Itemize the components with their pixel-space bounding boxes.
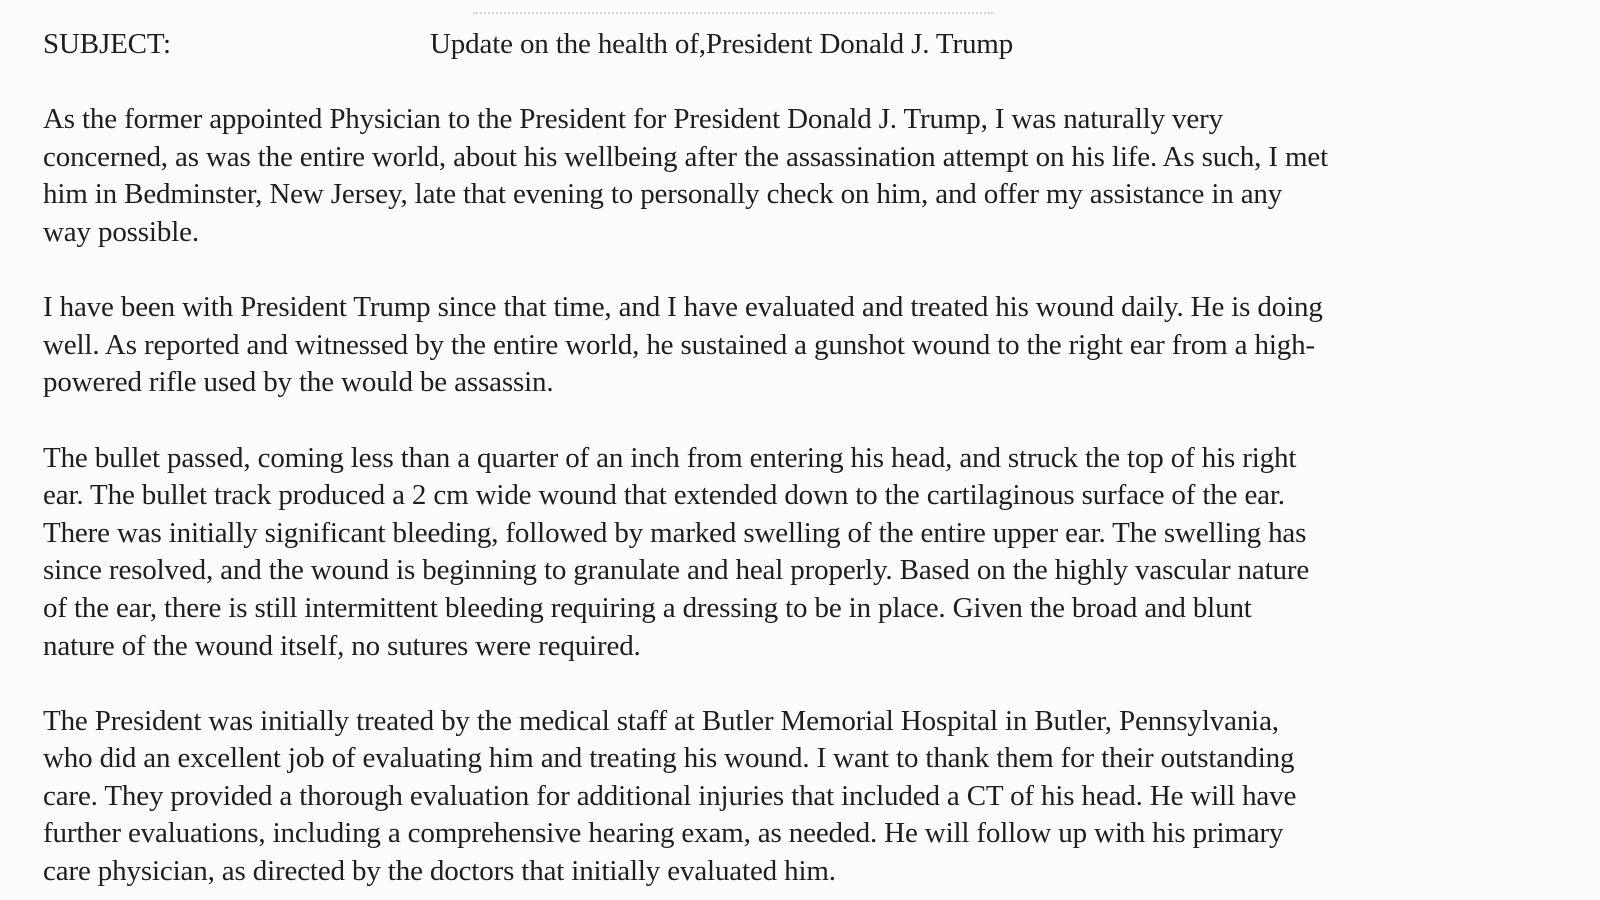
text-line: well. As reported and witnessed by the entire world, he sustained a gunshot wound to the right ear from a high- xyxy=(43,328,1315,361)
paragraph-3 xyxy=(43,440,1583,666)
text-line: concerned, as was the entire world, about his wellbeing after the assassination attempt on his life. As such, I met xyxy=(43,140,1328,173)
text-line: The bullet passed, coming less than a quarter of an inch from entering his head, and struck the top of his right xyxy=(43,441,1297,474)
text-line: since resolved, and the wound is beginning to granulate and heal properly. Based on the highly vascular nature xyxy=(43,554,1310,587)
paragraph-1 xyxy=(43,101,1583,251)
text-line: There was initially significant bleeding, followed by marked swelling of the entire upper ear. The swelling has xyxy=(43,516,1307,549)
text-line: nature of the wound itself, no sutures were required. xyxy=(43,629,641,662)
text-line: who did an excellent job of evaluating him and treating his wound. I want to thank them for their outstanding xyxy=(43,742,1295,775)
text-line: I have been with President Trump since that time, and I have evaluated and treated his wound daily. He is doing xyxy=(43,291,1323,324)
memo-document xyxy=(43,26,1583,891)
text-line: powered rifle used by the would be assassin. xyxy=(43,366,554,399)
text-line: care. They provided a thorough evaluation for additional injuries that included a CT of his head. He will have xyxy=(43,779,1297,812)
paragraph-4 xyxy=(43,703,1583,891)
subject-line xyxy=(43,26,1583,64)
text-line: him in Bedminster, New Jersey, late that evening to personally check on him, and offer my assistance in any xyxy=(43,178,1283,211)
subject-value: Update on the health of,President Donald J. Trump xyxy=(430,28,1014,60)
text-line: further evaluations, including a comprehensive hearing exam, as needed. He will follow up with his primary xyxy=(43,817,1284,850)
text-line: of the ear, there is still intermittent bleeding requiring a dressing to be in place. Given the broad and blunt xyxy=(43,591,1252,624)
text-line: The President was initially treated by the medical staff at Butler Memorial Hospital in Butler, Pennsylvania, xyxy=(43,704,1279,737)
cut-off-header-line xyxy=(473,12,993,22)
text-line: way possible. xyxy=(43,215,199,248)
subject-label: SUBJECT: xyxy=(43,28,171,60)
text-line: ear. The bullet track produced a 2 cm wide wound that extended down to the cartilaginous surface of the ear. xyxy=(43,479,1285,512)
text-line: care physician, as directed by the doctors that initially evaluated him. xyxy=(43,855,836,888)
paragraph-2 xyxy=(43,289,1583,402)
text-line: As the former appointed Physician to the President for President Donald J. Trump, I was naturally very xyxy=(43,103,1223,136)
